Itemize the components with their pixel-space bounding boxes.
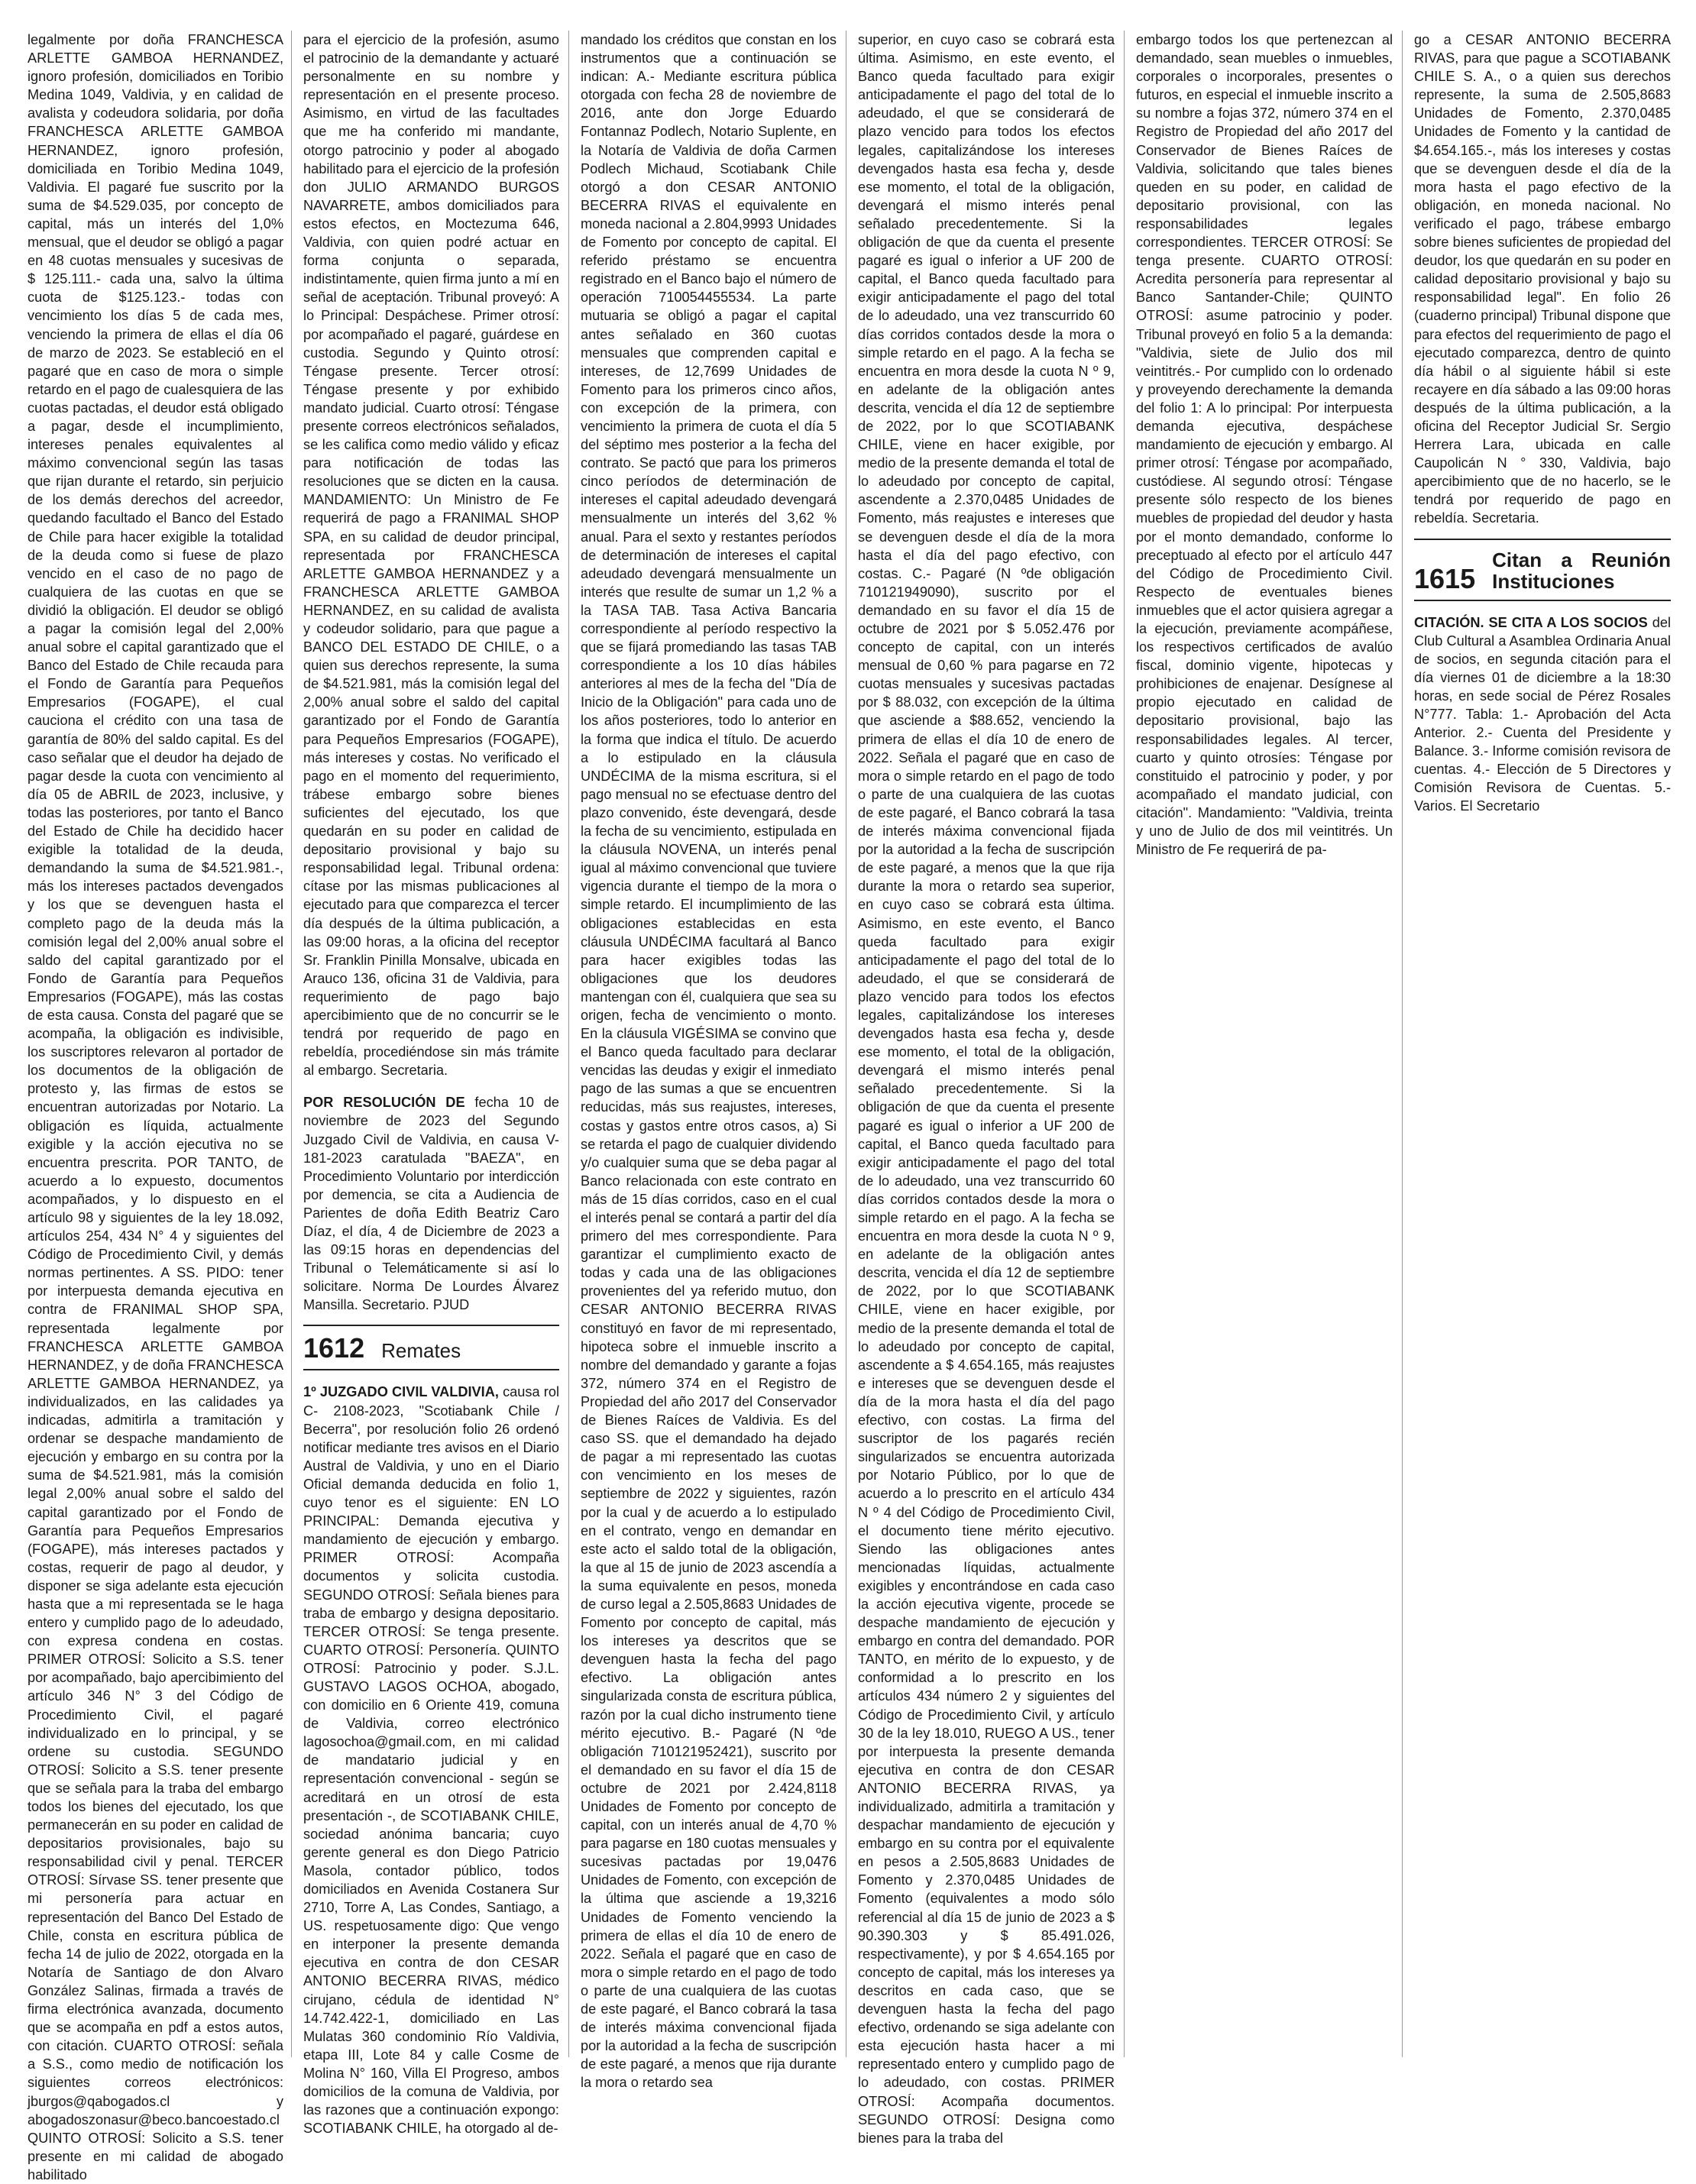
notice-text: mandado los créditos que constan en los instrumentos que a continuación se indican: A.- Mediante escritura pública otorgada con fecha 28 de noviembre de 2016, ante don Jorge Eduardo Fontannaz Podlech, Notario Suplente, en la Notaría de Valdivia de doña Carmen Podlech Michaud, Scotiabank Chile otorgó a don CESAR ANTONIO BECERRA RIVAS el equivalente en moneda nacional a 2.804,9993 Unidades de Fomento por concepto de capital. El referido préstamo se encuentra registrado en el Banco bajo el número de operación 710054455534. La parte mutuaria se obligó a pagar el capital antes señalado en 360 cuotas mensuales que comprenden capital e intereses, de 12,7699 Unidades de Fomento para los primeros cinco años, con excepción de la primera, con vencimiento la primera de cuota el día 5 del séptimo mes posterior a la fecha del contrato. Se pactó que para los primeros cinco períodos de determinación de intereses el capital adeudado devengará mensualmente un interés del 3,62 % anual. Para el sexto y restantes períodos de determinación de intereses el capital adeudado devengará mensualmente un interés que resulte de sumar un 1,2 % a la TASA TAB. Tasa Activa Bancaria correspondiente al período respectivo la que se fijará promediando las tasas TAB correspondiente a los 10 días hábiles anteriores al mes de la fecha del "Día de Inicio de la Obligación" para cada uno de los años posteriores, todo lo anterior en la forma que indica el título. De acuerdo a lo estipulado en la cláusula UNDÉCIMA de la misma escritura, si el pago mensual no se efectuase dentro del plazo convenido, éste devengará, desde la fecha de su vencimiento, estipulada en la cláusula NOVENA, un interés penal igual al máximo convencional que tuviere vigencia durante el tiempo de la mora o simple retardo. El incumplimiento de las obligaciones establecidas en esta cláusula UNDÉCIMA facultará al Banco para hacer exigibles todas las obligaciones que los deudores mantengan con él, cualquiera que sea su origen, fecha de vencimiento o monto. En la cláusula VIGÉSIMA se convino que el Banco queda facultado para declarar vencidas las deudas y exigir el inmediato pago de las sumas a que se encuentren reducidas, más sus reajustes, intereses, costas y gastos entre otros casos, a) Si se retarda el pago de cualquier dividendo y/o cualquier suma que se deba pagar al Banco relacionada con este contrato en más de 15 días corridos, caso en el cual el interés penal se contará a partir del día primero del mes correspondiente. Para garantizar el cumplimiento exacto de todas y cada una de las obligaciones provenientes del ya referido mutuo, don CESAR ANTONIO BECERRA RIVAS constituyó en favor de mi representado, hipoteca sobre el inmueble inscrito a nombre del demandado y garante a fojas 372, número 374 en el Registro de Propiedad del año 2017 del Conservador de Bienes Raíces de Valdivia. Es del caso SS. que el demandado ha dejado de pagar a mi representado las cuotas con vencimiento en los meses de septiembre de 2022 y siguientes, razón por la cual y de acuerdo a lo estipulado en el contrato, vengo en demandar en este acto el saldo total de la obligación, la que al 15 de junio de 2023 ascendía a la suma equivalente en pesos, moneda de curso legal a 2.505,8683 Unidades de Fomento por concepto de capital, más los intereses ya descritos que se devenguen hasta la fecha del pago efectivo. La obligación antes singularizada consta de escritura pública, razón por la cual dicho instrumento tiene mérito ejecutivo. B.- Pagaré (N ºde obligación 710121952421), suscrito por el demandado en su favor el día 15 de octubre de 2021 por 2.424,8118 Unidades de Fomento por concepto de capital, con un interés anual de 4,70 % para pagarse en 180 cuotas mensuales y sucesivas pactadas por 19,0476 Unidades de Fomento, con excepción de la última que asciende a 19,3216 Unidades de Fomento venciendo la primera de ellas el día 10 de enero de 2022. Señala el pagaré que en caso de mora o simple retardo en el pago de todo o parte de una cualquiera de las cuotas de este pagaré, el Banco cobrará la tasa de interés máxima convencional fijada por la autoridad a la fecha de suscripción de este pagaré, a menos que rija durante la mora o retardo sea	[581, 32, 837, 2091]
column-rule-5	[1402, 31, 1403, 2057]
notice-text: superior, en cuyo caso se cobrará esta última. Asimismo, en este evento, el Banco queda facultado para exigir anticipadamente el pago del total de lo adeudado, el que se considerará de plazo vencido para todos los efectos legales, capitalizándose los intereses devengados hasta esa fecha y, desde ese momento, el total de la obligación, devengará el mismo interés penal señalado precedentemente. Si la obligación de que da cuenta el presente pagaré es igual o inferior a UF 200 de capital, el Banco queda facultado para exigir anticipadamente el pago del total de lo adeudado, una vez transcurrido 60 días corridos contados desde la mora o simple retardo en el pago. A la fecha se encuentra en mora desde la cuota N º 9, en adelante de la obligación antes descrita, vencida el día 12 de septiembre de 2022, por lo que SCOTIABANK CHILE, viene en hacer exigible, por medio de la presente demanda el total de lo adeudado por concepto de capital, ascendente a 2.370,0485 Unidades de Fomento, más reajustes e intereses que se devenguen desde el día de la mora hasta el día del pago efectivo, con costas. C.- Pagaré (N ºde obligación 710121949090), suscrito por el demandado en su favor el día 15 de octubre de 2021 por $ 5.052.476 por concepto de capital, con un interés mensual de 0,60 % para pagarse en 72 cuotas mensuales y sucesivas pactadas por $ 88.032, con excepción de la última que asciende a $88.652, venciendo la primera de ellas el día 10 de enero de 2022. Señala el pagaré que en caso de mora o simple retardo en el pago de todo o parte de una cualquiera de las cuotas de este pagaré, el Banco cobrará la tasa de interés máxima convencional fijada por la autoridad a la fecha de suscripción de este pagaré, a menos que la que rija durante la mora o retardo sea superior, en cuyo caso se cobrará esta última. Asimismo, en este evento, el Banco queda facultado para exigir anticipadamente el pago del total de lo adeudado, el que se considerará de plazo vencido para todos los efectos legales, capitalizándose los intereses devengados hasta esa fecha y, desde ese momento, el total de la obligación, devengará el mismo interés penal señalado precedentemente. Si la obligación de que da cuenta el presente pagaré es igual o inferior a UF 200 de capital, el Banco queda facultado para exigir anticipadamente el pago del total de lo adeudado, una vez transcurrido 60 días corridos contados desde la mora o simple retardo en el pago. A la fecha se encuentra en mora desde la cuota N º 9, en adelante de la obligación antes descrita, vencida el día 12 de septiembre de 2022, por lo que SCOTIABANK CHILE, viene en hacer exigible, por medio de la presente demanda el total de lo adeudado por concepto de capital, ascendente a $ 4.654.165, más reajustes e intereses que se devenguen desde el día de la mora hasta el día del pago efectivo, con costas. La firma del suscriptor de los pagarés recién singularizados se encuentra autorizada por Notario Público, por lo que de acuerdo a lo prescrito en el artículo 434 N º 4 del Código de Procedimiento Civil, el documento tiene mérito ejecutivo. Siendo las obligaciones antes mencionadas líquidas, actualmente exigibles y encontrándose en cada caso la acción ejecutiva vigente, procede se despache mandamiento de ejecución y embargo en contra del demandado. POR TANTO, en mérito de lo expuesto, y de conformidad a lo prescrito en los artículos 434 número 2 y siguientes del Código de Procedimiento Civil, y artículo 30 de la ley 18.010, RUEGO A US., tener por interpuesta la presente demanda ejecutiva en contra de don CESAR ANTONIO BECERRA RIVAS, ya individualizado, admitirla a tramitación y despachar mandamiento de ejecución y embargo en su contra por el equivalente en pesos a 2.505,8683 Unidades de Fomento y 2.370,0485 Unidades de Fomento (equivalentes a modo sólo referencial al día 15 de junio de 2023 a $ 90.390.303 y $ 85.491.026, respectivamente), y por $ 4.654.165 por concepto de capital, más los intereses ya descritos en cada caso, que se devenguen hasta la fecha del pago efectivo, ordenando se siga adelante con esta ejecución hasta hacer a mi representado entero y cumplido pago de lo adeudado, con costas. PRIMER OTROSÍ: Acompaña documentos. SEGUNDO OTROSÍ: Designa como bienes para la traba del	[858, 32, 1115, 2146]
section-title: Remates	[381, 1339, 461, 1363]
section-title: Citan a Reunión Instituciones	[1492, 548, 1671, 593]
notice-lead: CITACIÓN. SE CITA A LOS SOCIOS	[1414, 614, 1648, 630]
section-number: 1612	[303, 1332, 365, 1364]
notice-paragraph	[303, 1093, 559, 1314]
notice-text: legalmente por doña FRANCHESCA ARLETTE GAMBOA HERNANDEZ, ignoro profesión, domiciliados en Toribio Medina 1049, Valdivia, y en calidad de avalista y codeudora solidaria, por doña FRANCHESCA ARLETTE GAMBOA HERNANDEZ, ignoro profesión, domiciliada en Toribio Medina 1049, Valdivia. El pagaré fue suscrito por la suma de $4.529.035, por concepto de capital, más un interés del 1,0% mensual, que el deudor se obligó a pagar en 48 cuotas mensuales y sucesivas de $ 125.111.- cada una, salvo la última cuota de $125.123.- todas con vencimiento los días 5 de cada mes, venciendo la primera de ellas el día 06 de marzo de 2023. Se estableció en el pagaré que en caso de mora o simple retardo en el pago de cualesquiera de las cuotas pactadas, el deudor está obligado a pagar, desde el incumplimiento, intereses penales equivalentes al máximo convencional según las tasas que rijan durante el retardo, sin perjuicio de los demás derechos del acreedor, quedando facultado el Banco del Estado de Chile para hacer exigible la totalidad de la deuda como si fuese de plazo vencido en el caso de no pago de cualquiera de las cuotas en que se dividió la obligación. El deudor se obligó a pagar la comisión legal del 2,00% anual sobre el capital garantizado que el Banco del Estado de Chile recauda para el Fondo de Garantía para Pequeños Empresarios (FOGAPE), el cual cauciona el crédito con una tasa de garantía de 80% del saldo capital. Es del caso señalar que el deudor ha dejado de pagar desde la cuota con vencimiento al día 05 de ABRIL de 2023, inclusive, y todas las posteriores, por tanto el Banco del Estado de Chile ha decidido hacer exigible la totalidad de la deuda, demandando la suma de $4.521.981.-, más los intereses pactados devengados y los que se devenguen hasta el completo pago de la deuda más la comisión legal del 2,00% anual sobre el saldo del capital garantizado por el Fondo de Garantía para Pequeños Empresarios (FOGAPE), más las costas de esta causa. Consta del pagaré que se acompaña, la obligación es indivisible, los suscriptores relevaron al portador de los documentos de la obligación de protesto y, las firmas de estos se encuentran autorizadas por Notario. La obligación es líquida, actualmente exigible y la acción ejecutiva no se encuentra prescrita. POR TANTO, de acuerdo a lo expuesto, documentos acompañados, y lo dispuesto en el artículo 98 y siguientes de la ley 18.092, artículos 254, 434 N° 4 y siguientes del Código de Procedimiento Civil, y demás normas pertinentes. A SS. PIDO: tener por interpuesta demanda ejecutiva en contra de FRANIMAL SHOP SPA, representada legalmente por FRANCHESCA ARLETTE GAMBOA HERNANDEZ, y de doña FRANCHESCA ARLETTE GAMBOA HERNANDEZ, ya individualizados, en las calidades ya indicadas, admitirla a tramitación y ordenar se despache mandamiento de ejecución y embargo en su contra por la suma de $4.521.981, más la comisión legal 2,00% anual sobre el saldo del capital garantizado por el Fondo de Garantía para Pequeños Empresarios (FOGAPE), más intereses pactados y costas, requerir de pago al deudor, y disponer se siga adelante esta ejecución hasta que a mi representada se le haga entero y cumplido pago de lo adeudado, con expresa condena en costas. PRIMER OTROSÍ: Solicito a S.S. tener por acompañado, bajo apercibimiento del artículo 346 N° 3 del Código de Procedimiento Civil, el pagaré individualizado en lo principal, y se ordene su custodia. SEGUNDO OTROSÍ: Solicito a S.S. tener presente que se señala para la traba del embargo todos los bienes del ejecutado, los que permanecerán en su poder en calidad de depositarios provisionales, bajo su responsabilidad civil y penal. TERCER OTROSÍ: Sírvase SS. tener presente que mi personería para actuar en representación del Banco Del Estado de Chile, consta en escritura pública de fecha 14 de julio de 2022, otorgada en la Notaría de Santiago de don Alvaro González Salinas, firmada a través de firma electrónica avanzada, documento que se acompaña en pdf a estos autos, con citación. CUARTO OTROSÍ: señala a S.S., como medio de notificación los siguientes correos electrónicos: jburgos@qabogados.cl y abogadoszonasur@beco.bancoestado.cl QUINTO OTROSÍ: Solicito a S.S. tener presente en mi calidad de abogado habilitado	[28, 32, 283, 2182]
section-number: 1615	[1414, 562, 1476, 594]
section-header	[1414, 539, 1671, 601]
notice-text: embargo todos los que pertenezcan al demandado, sean muebles o inmuebles, corporales o incorporales, presentes o futuros, en especial el inmueble inscrito a su nombre a fojas 372, número 374 en el Registro de Propiedad del año 2017 del Conservador de Bienes Raíces de Valdivia, solicitando que tales bienes queden en su poder, en calidad de depositario provisional, con las responsabilidades legales correspondientes. TERCER OTROSÍ: Se tenga presente. CUARTO OTROSÍ: Acredita personería para representar al Banco Santander-Chile; QUINTO OTROSÍ: asume patrocinio y poder. Tribunal proveyó en folio 5 a la demanda: "Valdivia, siete de Julio dos mil veintitrés.- Por cumplido con lo ordenado y proveyendo derechamente la demanda del folio 1: A lo principal: Por interpuesta demanda ejecutiva, despáchese mandamiento de ejecución y embargo. Al primer otrosí: Téngase por acompañado, custódiese. Al segundo otrosí: Téngase presente sólo respecto de los bienes muebles de propiedad del deudor y hasta por el monto demandado, conforme lo preceptuado al efecto por el artículo 447 del Código de Procedimiento Civil. Respecto de eventuales bienes inmuebles que el actor quisiera agregar a la ejecución, previamente acompáñese, los respectivos certificados de avalúo fiscal, dominio vigente, hipotecas y prohibiciones de enajenar. Desígnese al propio ejecutado en calidad de depositario provisional, bajo las responsabilidades legales. Al tercer, cuarto y quinto otrosíes: Téngase por constituido el patrocinio y poder, y por acompañado el mandato judicial, con citación". Mandamiento: "Valdivia, treinta y uno de Julio de dos mil veintitrés. Un Ministro de Fe requerirá de pa-	[1136, 32, 1393, 858]
column-2	[303, 31, 559, 2137]
column-1	[28, 31, 283, 2182]
notice-lead: 1º JUZGADO CIVIL VALDIVIA,	[303, 1384, 499, 1400]
notice-paragraph	[1414, 613, 1671, 816]
column-5	[1136, 31, 1393, 1095]
column-6	[1414, 31, 1671, 1095]
notice-text: para el ejercicio de la profesión, asumo el patrocinio de la demandante y actuaré personalmente en su nombre y representación en el presente proceso. Asimismo, en virtud de las facultades que me ha conferido mi mandante, otorgo patrocinio y poder al abogado habilitado para el ejercicio de la profesión don JULIO ARMANDO BURGOS NAVARRETE, ambos domiciliados para estos efectos, en Moctezuma 646, Valdivia, con quien podré actuar en forma conjunta o separada, indistintamente, quien firma junto a mí en señal de aceptación. Tribunal proveyó: A lo Principal: Despáchese. Primer otrosí: por acompañado el pagaré, guárdese en custodia. Segundo y Quinto otrosí: Téngase presente. Tercer otrosí: Téngase presente y por exhibido mandato judicial. Cuarto otrosí: Téngase presente correos electrónicos señalados, se les califica como medio válido y eficaz para notificación de todas las resoluciones que se dicten en la causa. MANDAMIENTO: Un Ministro de Fe requerirá de pago a FRANIMAL SHOP SPA, en su calidad de deudor principal, representada por FRANCHESCA ARLETTE GAMBOA HERNANDEZ y a FRANCHESCA ARLETTE GAMBOA HERNANDEZ, en su calidad de avalista y codeudor solidario, para que pague a BANCO DEL ESTADO DE CHILE, o a quien sus derechos represente, la suma de $4.521.981, más la comisión legal del 2,00% anual sobre el saldo del capital garantizado por el Fondo de Garantía para Pequeños Empresarios (FOGAPE), más intereses y costas. No verificado el pago en el momento del requerimiento, trábese embargo sobre bienes suficientes del ejecutado, los que quedarán en su poder en calidad de depositario provisional y bajo su responsabilidad legal. Tribunal ordena: cítase por las mismas publicaciones al ejecutado para que comparezca el tercer día después de la última publicación, a las 09:00 horas, a la oficina del receptor Sr. Franklin Pinilla Monsalve, ubicada en Arauco 136, oficina 31 de Valdivia, para requerimiento de pago bajo apercibimiento que de no concurrir se le tendrá por requerido de pago en rebeldía, procediéndose sin más trámite al embargo. Secretaria.	[303, 32, 559, 1079]
section-header	[303, 1325, 559, 1370]
notice-text: fecha 10 de noviembre de 2023 del Segundo Juzgado Civil de Valdivia, en causa V-181-2023 caratulada "BAEZA", en Procedimiento Voluntario por interdicción por demencia, se cita a Audiencia de Parientes de doña Edith Beatriz Caro Díaz, el día, 4 de Diciembre de 2023 a las 09:15 horas en dependencias del Tribunal o Telemáticamente si así lo solicitare. Norma De Lourdes Álvarez Mansilla. Secretario. PJUD	[303, 1095, 559, 1313]
column-rule-2	[568, 31, 569, 2057]
notice-text: go a CESAR ANTONIO BECERRA RIVAS, para que pague a SCOTIABANK CHILE S. A., o a quien sus derechos represente, la suma de 2.505,8683 Unidades de Fomento, 2.370,0485 Unidades de Fomento y la cantidad de $4.654.165.-, más los intereses y costas que se devenguen desde el día de la mora hasta el pago efectivo de la obligación, en moneda nacional. No verificado el pago, trábese embargo sobre bienes suficientes de propiedad del deudor, los que quedarán en su poder en calidad depositario provisional y bajo su responsabilidad legal". En folio 26 (cuaderno principal) Tribunal dispone que para efectos del requerimiento de pago el ejecutado comparezca, dentro de quinto día hábil o al siguiente hábil si este recayere en día sábado a las 09:00 horas después de la última publicación, a la oficina del Receptor Judicial Sr. Sergio Herrera Lara, ubicada en calle Caupolicán N ° 330, Valdivia, bajo apercibimiento que de no hacerlo, se le tendrá por requerido de pago en rebeldía. Secretaria.	[1414, 32, 1671, 526]
column-4	[858, 31, 1115, 2146]
notice-text: causa rol C- 2108-2023, "Scotiabank Chile / Becerra", por resolución folio 26 ordenó notificar mediante tres avisos en el Diario Austral de Valdivia, y uno en el Diario Oficial demanda deducida en folio 1, cuyo tenor es el siguiente: EN LO PRINCIPAL: Demanda ejecutiva y mandamiento de ejecución y embargo. PRIMER OTROSÍ: Acompaña documentos y solicita custodia. SEGUNDO OTROSÍ: Señala bienes para traba de embargo y designa depositario. TERCER OTROSÍ: Se tenga presente. CUARTO OTROSÍ: Personería. QUINTO OTROSÍ: Patrocinio y poder. S.J.L. GUSTAVO LAGOS OCHOA, abogado, con domicilio en 6 Oriente 419, comuna de Valdivia, correo electrónico lagosochoa@gmail.com, en mi calidad de mandatario judicial y en representación convencional - según se acreditará en un otrosí de esta presentación -, de SCOTIABANK CHILE, sociedad anónima bancaria; cuyo gerente general es don Diego Patricio Masola, contador público, todos domiciliados en Avenida Costanera Sur 2710, Torre A, Las Condes, Santiago, a US. respetuosamente digo: Que vengo en interponer la presente demanda ejecutiva en contra de don CESAR ANTONIO BECERRA RIVAS, médico cirujano, cédula de identidad N° 14.742.422-1, domiciliado en Las Mulatas 360 condominio Río Valdivia, etapa III, Lote 84 y calle Cosme de Molina N° 160, Villa El Progreso, ambos domicilios de la comuna de Valdivia, por las razones que a continuación expongo: SCOTIABANK CHILE, ha otorgado al de-	[303, 1384, 559, 2137]
notice-text: del Club Cultural a Asamblea Ordinaria Anual de socios, en segunda citación para el día viernes 01 de diciembre a la 18:30 horas, en sede social de Pérez Rosales N°777. Tabla: 1.- Aprobación del Acta Anterior. 2.- Cuenta del Presidente y Balance. 3.- Informe comisión revisora de cuentas. 4.- Elección de 5 Directores y Comisión Revisora de Cuentas. 5.- Varios. El Secretario	[1414, 614, 1671, 814]
column-rule-1	[291, 31, 292, 2057]
notice-lead: POR RESOLUCIÓN DE	[303, 1095, 465, 1111]
notice-paragraph	[303, 1383, 559, 2137]
column-3	[581, 31, 837, 2091]
column-rule-4	[1124, 31, 1125, 2057]
